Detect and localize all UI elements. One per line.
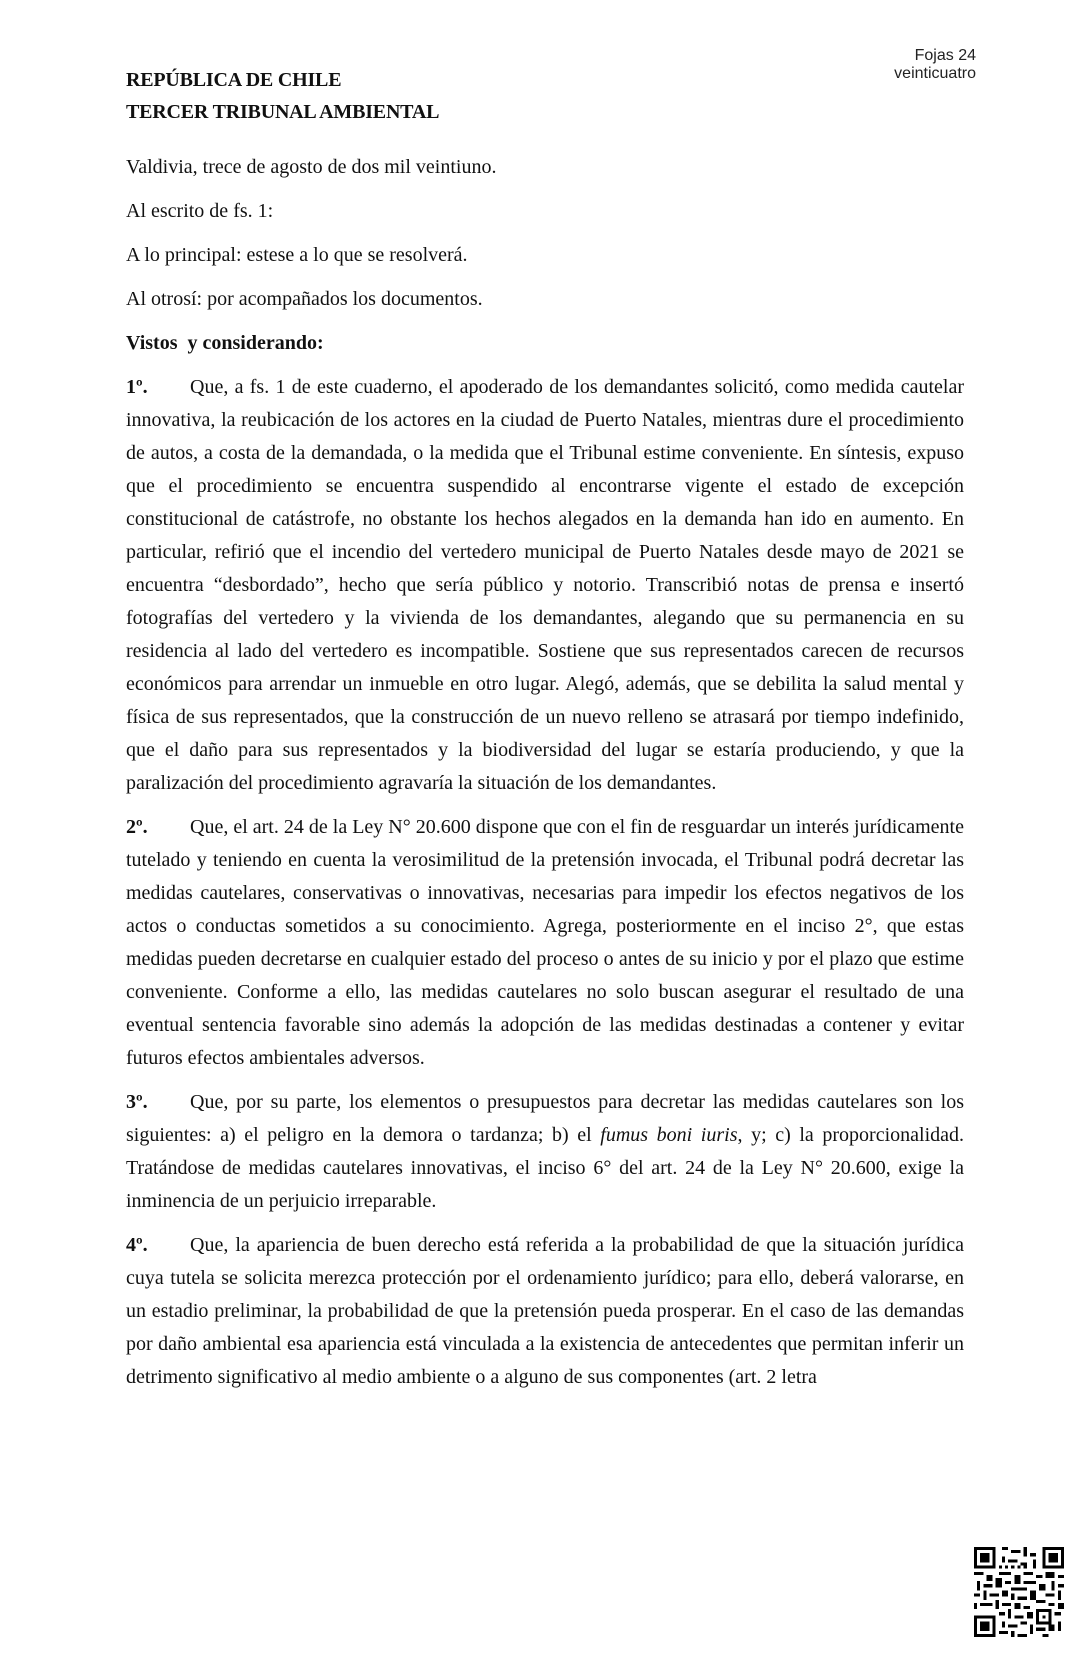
considerando-text: Que, a fs. 1 de este cuaderno, el apoderado de los demandantes solicitó, como medida cautelar innovativa, la reubicación de los actores en la ciudad de Puerto Natales, mientras dure el procedimiento de autos, a costa de la demandada, o la medida que el Tribunal estime conveniente. En síntesis, expuso que el procedimiento se encuentra suspendido al encontrarse vigente el estado de excepción constitucional de catástrofe, no obstante los hechos alegados en la demanda han ido en aumento. En particular, refirió que el incendio del vertedero municipal de Puerto Natales desde mayo de 2021 se encuentra “desbordado”, hecho que sería público y notorio. Transcribió notas de prensa e insertó fotografías del vertedero y la vivienda de los demandantes, alegando que su permanencia en su residencia al lado del vertedero es incompatible. Sostiene que sus representados carecen de recursos económicos para arrendar un inmueble en otro lugar. Alegó, además, que se debilita la salud mental y física de sus representados, que la construcción de un nuevo relleno se atrasará por tiempo indefinido, que el daño para sus representados y la biodiversidad del lugar se estaría produciendo, y que la paralización del procedimiento agravaría la situación de los demandantes. <box>126 376 964 794</box>
considerando-3 <box>126 1086 964 1218</box>
considerando-number: 2º. <box>126 816 148 838</box>
header-tribunal: TERCER TRIBUNAL AMBIENTAL <box>126 101 440 123</box>
considerando-1 <box>126 371 964 800</box>
document-header <box>126 64 439 128</box>
otrosi-line: Al otrosí: por acompañados los documentos. <box>126 288 483 310</box>
fojas-number: Fojas 24 <box>914 47 976 64</box>
escrito-line: Al escrito de fs. 1: <box>126 200 274 222</box>
considerando-text-cont: , y; c) la proporcionalidad. Tratándose de medidas cautelares innovativas, el inciso 6° del art. 24 de la Ley N° 20.600, exige la inminencia de un perjuicio irreparable. <box>126 1124 964 1212</box>
fojas-words: veinticuatro <box>894 65 976 82</box>
principal-line: A lo principal: estese a lo que se resolverá. <box>126 244 468 266</box>
qr-code-icon <box>974 1547 1064 1637</box>
fojas-stamp <box>894 47 976 83</box>
document-body <box>126 151 964 1405</box>
date-line: Valdivia, trece de agosto de dos mil veintiuno. <box>126 156 497 178</box>
considerando-number: 1º. <box>126 376 148 398</box>
vistos-heading: Vistos y considerando: <box>126 332 324 354</box>
considerando-2 <box>126 811 964 1075</box>
latin-term: fumus boni iuris <box>600 1124 738 1146</box>
considerando-text: Que, por su parte, los elementos o presupuestos para decretar las medidas cautelares son los siguientes: a) el peligro en la demora o tardanza; b) el <box>126 1091 964 1146</box>
considerando-text: Que, la apariencia de buen derecho está referida a la probabilidad de que la situación jurídica cuya tutela se solicita merezca protección por el ordenamiento jurídico; para ello, deberá valorarse, en un estadio preliminar, la probabilidad de que la pretensión pueda prosperar. En el caso de las demandas por daño ambiental esa apariencia está vinculada a la existencia de antecedentes que permitan inferir un detrimento significativo al medio ambiente o a alguno de sus componentes (art. 2 letra <box>126 1234 964 1388</box>
header-country: REPÚBLICA DE CHILE <box>126 69 342 91</box>
considerando-number: 4º. <box>126 1234 148 1256</box>
considerando-text: Que, el art. 24 de la Ley N° 20.600 dispone que con el fin de resguardar un interés jurídicamente tutelado y teniendo en cuenta la verosimilitud de la pretensión invocada, el Tribunal podrá decretar las medidas cautelares, conservativas o innovativas, necesarias para impedir los efectos negativos de los actos o conductas sometidos a su conocimiento. Agrega, posteriormente en el inciso 2°, que estas medidas pueden decretarse en cualquier estado del proceso o antes de su inicio y por el plazo que estime conveniente. Conforme a ello, las medidas cautelares no solo buscan asegurar el resultado de una eventual sentencia favorable sino además la adopción de las medidas destinadas a contener y evitar futuros efectos ambientales adversos. <box>126 816 964 1069</box>
considerando-number: 3º. <box>126 1091 148 1113</box>
considerando-4 <box>126 1229 964 1394</box>
